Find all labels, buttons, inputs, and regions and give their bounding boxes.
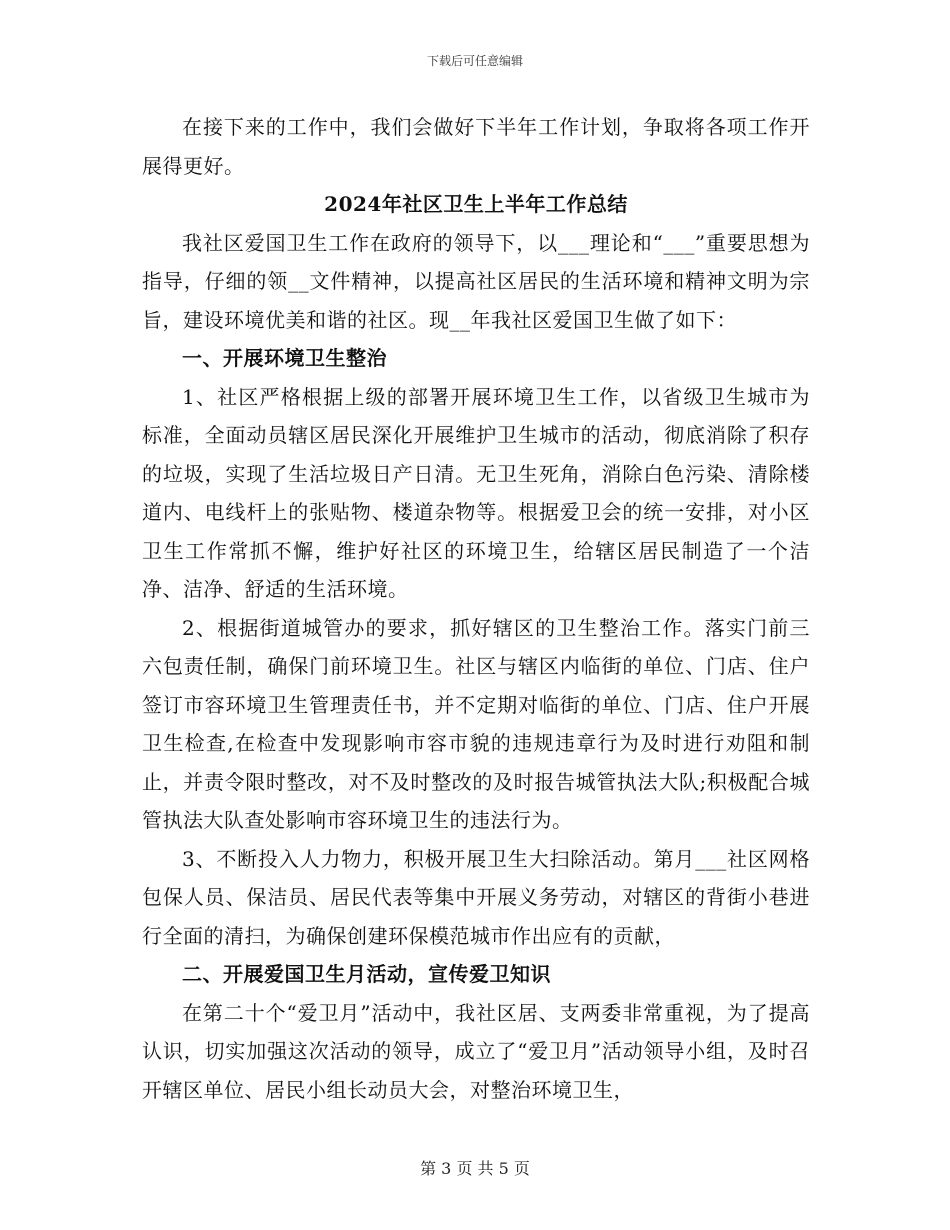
section1-item-1: 1、社区严格根据上级的部署开展环境卫生工作，以省级卫生城市为标准，全面动员辖区居民深化开展维护卫生城市的活动，彻底消除了积存的垃圾，实现了生活垃圾日产日清。无卫生死角，消除白色污染、清除楼道内、电线杆上的张贴物、楼道杂物等。根据爱卫会的统一安排，对小区卫生工作常抓不懈，维护好社区的环境卫生，给辖区居民制造了一个洁净、洁净、舒适的生活环境。 [142,384,810,601]
page-header-note: 下载后可任意编辑 [426,54,523,68]
section1-item-2: 2、根据街道城管办的要求，抓好辖区的卫生整治工作。落实门前三六包责任制，确保门前环境卫生。社区与辖区内临街的单位、门店、住户签订市容环境卫生管理责任书，并不定期对临街的单位、门店、住户开展卫生检查,在检查中发现影响市容市貌的违规违章行为及时进行劝阻和制止，并责令限时整改，对不及时整改的及时报告城管执法大队;积极配合城管执法大队查处影响市容环境卫生的违法行为。 [142,615,810,832]
section-heading-environment: 一、开展环境卫生整治 [182,346,387,370]
document-title: 2024年社区卫生上半年工作总结 [324,192,628,216]
section-heading-health-month: 二、开展爱国卫生月活动，宣传爱卫知识 [182,962,551,986]
intro-paragraph: 在接下来的工作中，我们会做好下半年工作计划，争取将各项工作开展得更好。 [142,115,810,178]
page-footer: 第 3 页 共 5 页 [420,1159,530,1178]
section2-paragraph: 在第二十个“爱卫月”活动中，我社区居、支两委非常重视，为了提高认识，切实加强这次活动的领导，成立了“爱卫月”活动领导小组，及时召开辖区单位、居民小组长动员大会，对整治环境卫生， [142,1000,810,1102]
opening-paragraph: 我社区爱国卫生工作在政府的领导下，以___理论和“___”重要思想为指导，仔细的领__文件精神，以提高社区居民的生活环境和精神文明为宗旨，建设环境优美和谐的社区。现__年我社区爱国卫生做了如下： [142,230,810,332]
section1-item-3: 3、不断投入人力物力，积极开展卫生大扫除活动。第月___社区网格包保人员、保洁员、居民代表等集中开展义务劳动，对辖区的背街小巷进行全面的清扫，为确保创建环保模范城市作出应有的贡献， [142,846,810,948]
document-body [142,108,810,1109]
